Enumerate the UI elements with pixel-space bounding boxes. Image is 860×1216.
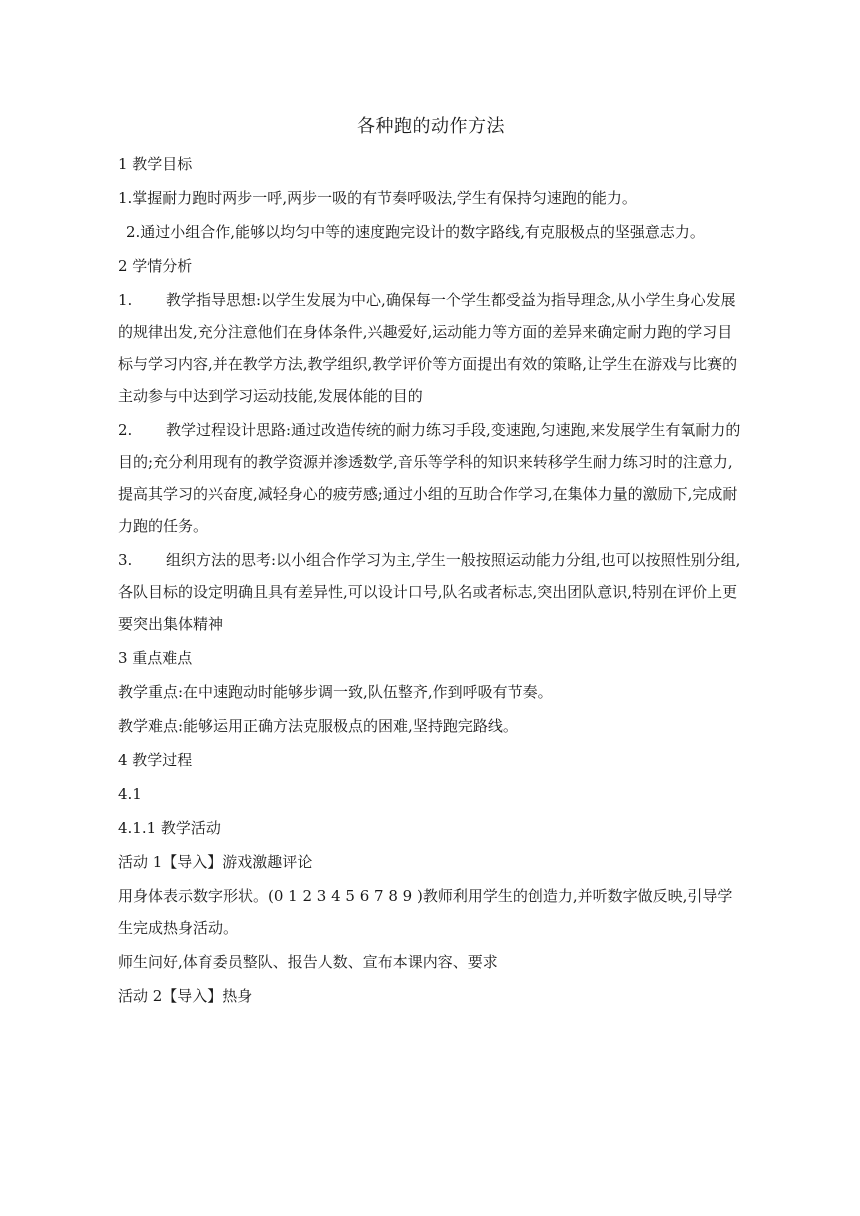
subsection-4-1: 4.1	[118, 785, 142, 803]
activity-1-greeting: 师生问好,体育委员整队、报告人数、宣布本课内容、要求	[118, 953, 498, 971]
list-number: 3.	[118, 551, 133, 569]
analysis-item-1	[118, 284, 744, 412]
difficult-point: 教学难点:能够运用正确方法克服极点的困难,坚持跑完路线。	[118, 717, 518, 735]
document-title: 各种跑的动作方法	[357, 116, 505, 137]
analysis-item-2-text: 教学过程设计思路:通过改造传统的耐力练习手段,变速跑,匀速跑,来发展学生有氧耐力的目的;充分利用现有的教学资源并渗透数学,音乐等学科的知识来转移学生耐力练习时的注意力,提高其学习的兴奋度,减轻身心的疲劳感;通过小组的互助合作学习,在集体力量的激励下,完成耐力跑的任务。	[118, 421, 741, 535]
activity-2-heading: 活动 2【导入】热身	[118, 987, 253, 1005]
analysis-item-2	[118, 414, 744, 542]
activity-1-description: 用身体表示数字形状。(0 1 2 3 4 5 6 7 8 9 )教师利用学生的创造力,并听数字做反映,引导学生完成热身活动。	[118, 887, 733, 937]
key-point: 教学重点:在中速跑动时能够步调一致,队伍整齐,作到呼吸有节奏。	[118, 683, 553, 701]
activity-1-heading: 活动 1【导入】游戏激趣评论	[118, 853, 313, 871]
goal-item-1: 1.掌握耐力跑时两步一呼,两步一吸的有节奏呼吸法,学生有保持匀速跑的能力。	[118, 189, 637, 207]
analysis-item-3	[118, 544, 744, 640]
analysis-item-1-text: 教学指导思想:以学生发展为中心,确保每一个学生都受益为指导理念,从小学生身心发展的规律出发,充分注意他们在身体条件,兴趣爱好,运动能力等方面的差异来确定耐力跑的学习目标与学习内容,并在教学方法,教学组织,教学评价等方面提出有效的策略,让学生在游戏与比赛的主动参与中达到学习运动技能,发展体能的目的	[118, 291, 738, 405]
list-number: 1.	[118, 291, 133, 309]
section-heading-teaching-process: 4 教学过程	[118, 751, 193, 769]
section-heading-student-analysis: 2 学情分析	[118, 257, 193, 275]
list-number: 2.	[118, 421, 133, 439]
section-heading-teaching-goals: 1 教学目标	[118, 155, 193, 173]
section-heading-key-points: 3 重点难点	[118, 649, 193, 667]
analysis-item-3-text: 组织方法的思考:以小组合作学习为主,学生一般按照运动能力分组,也可以按照性别分组,各队目标的设定明确且具有差异性,可以设计口号,队名或者标志,突出团队意识,特别在评价上更要突出集体精神	[118, 551, 741, 633]
goal-item-2: 2.通过小组合作,能够以均匀中等的速度跑完设计的数字路线,有克服极点的坚强意志力。	[126, 223, 705, 241]
subsection-4-1-1: 4.1.1 教学活动	[118, 819, 221, 837]
document-body	[118, 112, 744, 1014]
